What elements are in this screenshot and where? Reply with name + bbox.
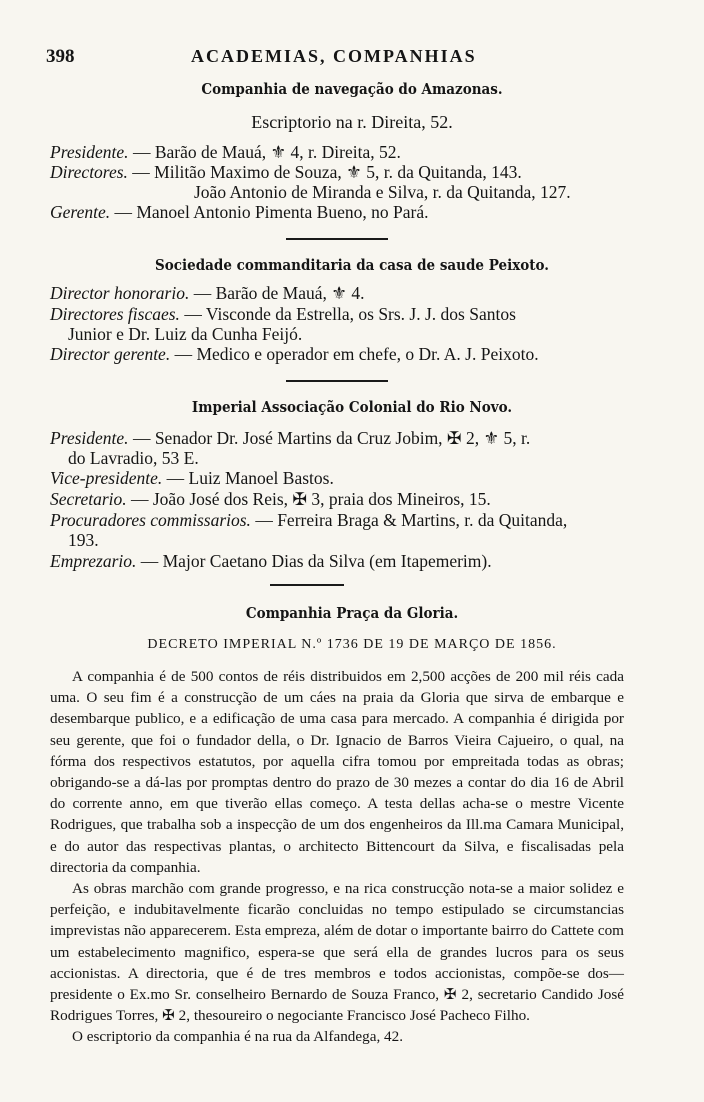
running-title: ACADEMIAS, COMPANHIAS (191, 46, 477, 66)
section-title-amazonas: Companhia de navegação do Amazonas. (201, 80, 503, 98)
section-divider (270, 584, 344, 586)
entry-line: do Lavradio, 53 E. (68, 448, 199, 468)
entry-line: Procuradores commissarios. — Ferreira Braga & Martins, r. da Quitanda, (50, 510, 568, 530)
entry-line: Secretario. — João José dos Reis, ✠ 3, praia dos Mineiros, 15. (50, 489, 491, 509)
running-header (46, 46, 646, 72)
paragraph: A companhia é de 500 contos de réis distribuidos em 2,500 acções de 200 mil réis cada uma. O seu fim é a construcção de um cáes na praia da Gloria que sirva de embarque e desembarque publico, e a edificação de uma casa para mercado. A companhia é dirigida por seu gerente, que foi o fundador della, o Dr. Ignacio de Barros Vieira Cajueiro, o qual, na fórma dos respectivos estatutos, por aquella cifra tomou por empreitada todas as obras; obrigando-se a dá-las por promptas dentro do prazo de 30 mezes a contar do dia 16 de Abril do corrente anno, em que tiverão ellas começo. A testa dellas acha-se o mestre Vicente Rodrigues, que trabalha sob a inspecção de um dos engenheiros da Ill.ma Camara Municipal, e do autor das respectivas plantas, o architecto Bittencourt da Silva, e fiscalisadas pela directoria da companhia. (50, 668, 624, 876)
section-divider (286, 380, 388, 382)
section-title-praca-gloria: Companhia Praça da Gloria. (245, 604, 459, 622)
entry-line: Director gerente. — Medico e operador em chefe, o Dr. A. J. Peixoto. (50, 344, 539, 364)
section-office-line: Escriptorio na r. Direita, 52. (251, 112, 453, 132)
page-number: 398 (46, 46, 75, 67)
section-title-rio-novo: Imperial Associação Colonial do Rio Novo. (191, 398, 513, 416)
paragraph: O escriptorio da companhia é na rua da Alfandega, 42. (72, 1028, 404, 1046)
entry-line: Director honorario. — Barão de Mauá, ⚜ 4. (50, 283, 365, 303)
entry-line: Vice-presidente. — Luiz Manoel Bastos. (50, 468, 334, 488)
entry-line: 193. (68, 530, 99, 550)
section-divider (286, 238, 388, 240)
entry-line: Directores fiscaes. — Visconde da Estrella, os Srs. J. J. dos Santos (50, 304, 516, 324)
entry-line: Presidente. — Senador Dr. José Martins da Cruz Jobim, ✠ 2, ⚜ 5, r. (50, 428, 531, 448)
decree-line: DECRETO IMPERIAL N.º 1736 DE 19 DE MARÇO DE 1856. (147, 637, 557, 652)
entry-line: Junior e Dr. Luiz da Cunha Feijó. (68, 324, 303, 344)
paragraph: As obras marchão com grande progresso, e na rica construcção nota-se a maior solidez e perfeição, e indubitavelmente ficarão concluidas no tempo estipulado se circumstancias imprevistas não apparecerem. Esta empreza, além de dotar o importante bairro do Cattete com um estabelecimento magnifico, espera-se que será ella de grandes lucros para os seus accionistas. A directoria, que é de tres membros e todos accionistas, compõe-se dos—presidente o Ex.mo Sr. conselheiro Bernardo de Souza Franco, ✠ 2, secretario Candido José Rodrigues Torres, ✠ 2, thesoureiro o negociante Francisco José Pacheco Filho. (50, 880, 624, 1025)
body-text (50, 666, 624, 1048)
entry-line: Emprezario. — Major Caetano Dias da Silva (em Itapemerim). (50, 551, 492, 571)
entry-line: Presidente. — Barão de Mauá, ⚜ 4, r. Direita, 52. (50, 142, 401, 162)
entry-line: Directores. — Militão Maximo de Souza, ⚜ 5, r. da Quitanda, 143. (50, 162, 522, 182)
entry-line: João Antonio de Miranda e Silva, r. da Quitanda, 127. (194, 182, 571, 202)
entry-line: Gerente. — Manoel Antonio Pimenta Bueno, no Pará. (50, 202, 429, 222)
section-title-peixoto: Sociedade commanditaria da casa de saude Peixoto. (154, 256, 549, 274)
